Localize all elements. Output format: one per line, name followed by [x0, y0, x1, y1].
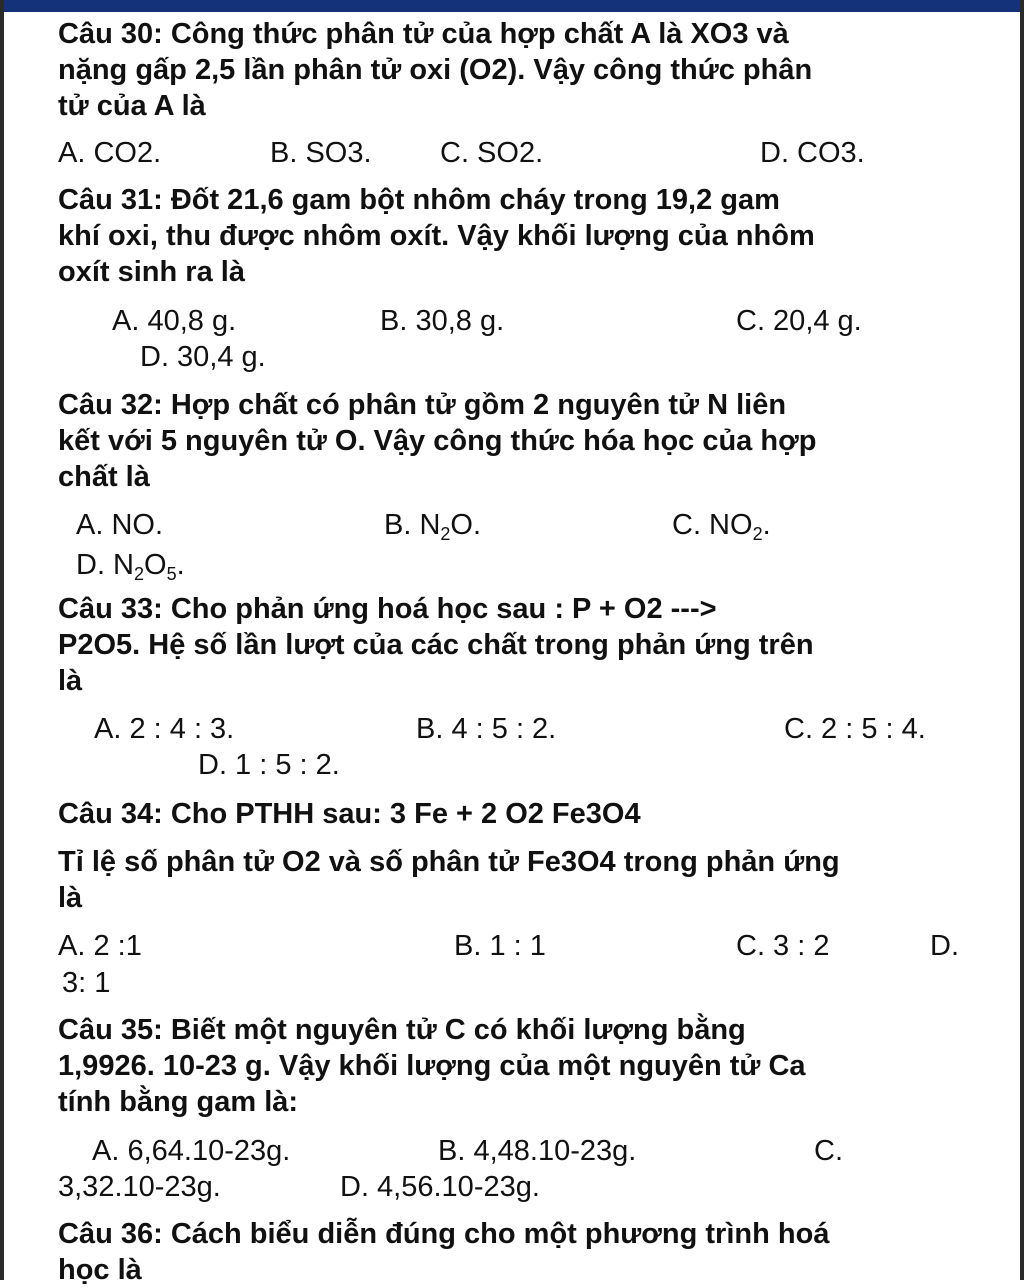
- q35-option-a: A. 6,64.10-23g.: [92, 1135, 291, 1167]
- q31-option-d: D. 30,4 g.: [140, 341, 266, 373]
- question-32: Câu 32: Hợp chất có phân tử gồm 2 nguyên tử N liên kết với 5 nguyên tử O. Vậy công thức hóa học của hợp chất là: [58, 389, 817, 493]
- question-33: Câu 33: Cho phản ứng hoá học sau : P + O2 ---> P2O5. Hệ số lần lượt của các chất trong phản ứng trên là: [58, 593, 814, 697]
- q35-option-c-value: 3,32.10-23g.: [58, 1171, 221, 1203]
- top-bar: [0, 0, 1024, 12]
- q34-option-d-label: D.: [930, 930, 959, 962]
- q32-option-d: D. $N_2O_5$.: [76, 549, 185, 584]
- question-31: Câu 31: Đốt 21,6 gam bột nhôm cháy trong 19,2 gam khí oxi, thu được nhôm oxít. Vậy khối lượng của nhôm oxít sinh ra là: [58, 184, 815, 288]
- question-34: Câu 34: Cho PTHH sau: 3 Fe + 2 O2 Fe3O4: [58, 798, 641, 830]
- q30-option-c: C. SO2.: [440, 137, 544, 169]
- question-35: Câu 35: Biết một nguyên tử C có khối lượng bằng 1,9926. 10-23 g. Vậy khối lượng của một nguyên tử Ca tính bằng gam là:: [58, 1014, 806, 1118]
- q31-option-c: C. 20,4 g.: [736, 305, 862, 337]
- question-34-subtext: Tỉ lệ số phân tử O2 và số phân tử Fe3O4 trong phản ứng là: [58, 846, 840, 914]
- q30-option-d: D. CO3.: [760, 137, 865, 169]
- q35-option-d: D. 4,56.10-23g.: [340, 1171, 540, 1203]
- right-edge: [1020, 0, 1024, 1280]
- question-30: Câu 30: Công thức phân tử của hợp chất A là XO3 và nặng gấp 2,5 lần phân tử oxi (O2). Vậy công thức phân tử của A là: [58, 18, 813, 122]
- q31-option-a: A. 40,8 g.: [112, 305, 237, 337]
- q33-option-a: A. 2 : 4 : 3.: [94, 713, 235, 745]
- q33-option-c: C. 2 : 5 : 4.: [784, 713, 926, 745]
- q32-option-b: B. $N_2O$.: [384, 509, 482, 544]
- left-edge: [0, 0, 4, 1280]
- q34-option-a: A. 2 :1: [58, 930, 142, 962]
- q31-option-b: B. 30,8 g.: [380, 305, 505, 337]
- question-36: Câu 36: Cách biểu diễn đúng cho một phương trình hoá học là: [58, 1218, 830, 1286]
- q30-option-b: B. SO3.: [270, 137, 372, 169]
- q35-option-b: B. 4,48.10-23g.: [438, 1135, 637, 1167]
- q34-option-c: C. 3 : 2: [736, 930, 830, 962]
- q32-option-a: A. NO.: [76, 509, 164, 541]
- q34-option-b: B. 1 : 1: [454, 930, 546, 962]
- q34-option-d-value: 3: 1: [62, 967, 111, 999]
- q32-option-c: C. $NO_2$.: [672, 509, 771, 544]
- q33-option-d: D. 1 : 5 : 2.: [198, 749, 340, 781]
- q35-option-c-label: C.: [814, 1135, 843, 1167]
- q30-option-a: A. CO2.: [58, 137, 162, 169]
- q33-option-b: B. 4 : 5 : 2.: [416, 713, 557, 745]
